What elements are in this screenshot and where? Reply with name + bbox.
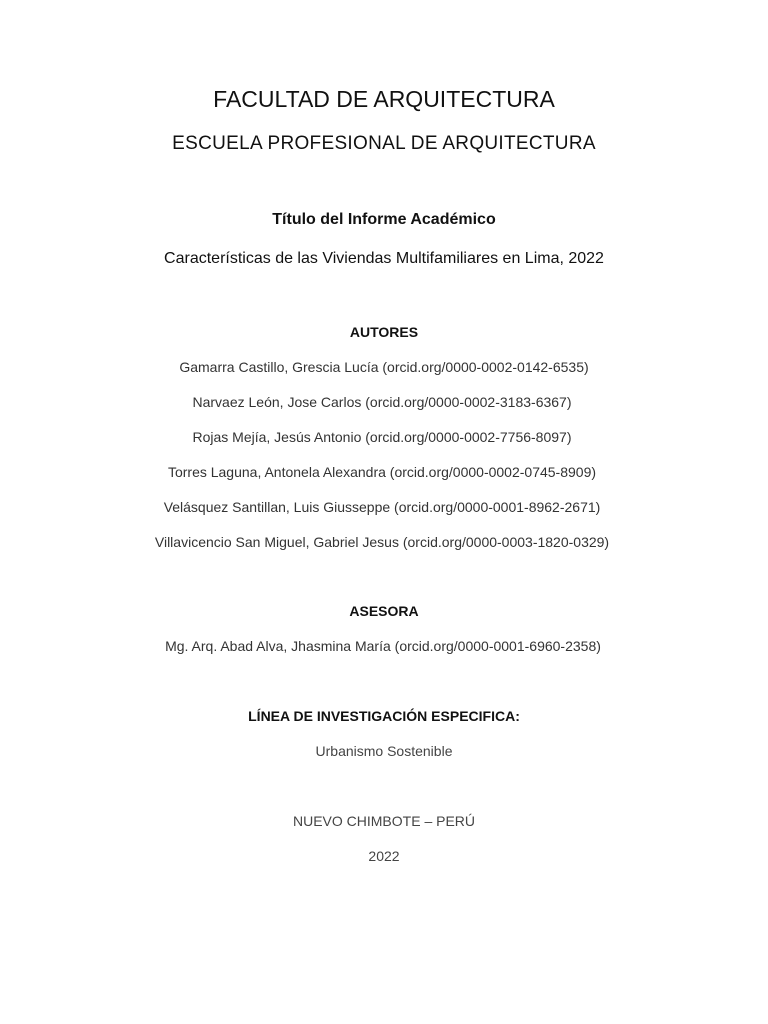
research-line-heading: LÍNEA DE INVESTIGACIÓN ESPECIFICA:	[248, 708, 520, 724]
advisor-heading: ASESORA	[349, 603, 419, 619]
author-item: Velásquez Santillan, Luis Giusseppe (orcid.org/0000-0001-8962-2671)	[163, 499, 601, 515]
report-title: Características de las Viviendas Multifamiliares en Lima, 2022	[164, 250, 604, 267]
school-title: ESCUELA PROFESIONAL DE ARQUITECTURA	[172, 133, 596, 154]
year-line: 2022	[368, 848, 400, 864]
place-line: NUEVO CHIMBOTE – PERÚ	[292, 813, 476, 829]
author-item: Narvaez León, Jose Carlos (orcid.org/0000-0002-3183-6367)	[192, 394, 572, 410]
advisor-name: Mg. Arq. Abad Alva, Jhasmina María (orcid.org/0000-0001-6960-2358)	[165, 638, 601, 654]
author-item: Rojas Mejía, Jesús Antonio (orcid.org/0000-0002-7756-8097)	[192, 429, 572, 445]
report-title-label: Título del Informe Académico	[272, 211, 496, 228]
research-line-value: Urbanismo Sostenible	[315, 743, 453, 759]
author-item: Villavicencio San Miguel, Gabriel Jesus (orcid.org/0000-0003-1820-0329)	[154, 534, 610, 550]
author-item: Gamarra Castillo, Grescia Lucía (orcid.org/0000-0002-0142-6535)	[179, 359, 589, 375]
author-item: Torres Laguna, Antonela Alexandra (orcid.org/0000-0002-0745-8909)	[167, 464, 597, 480]
faculty-title: FACULTAD DE ARQUITECTURA	[213, 86, 555, 112]
authors-heading: AUTORES	[349, 324, 419, 340]
